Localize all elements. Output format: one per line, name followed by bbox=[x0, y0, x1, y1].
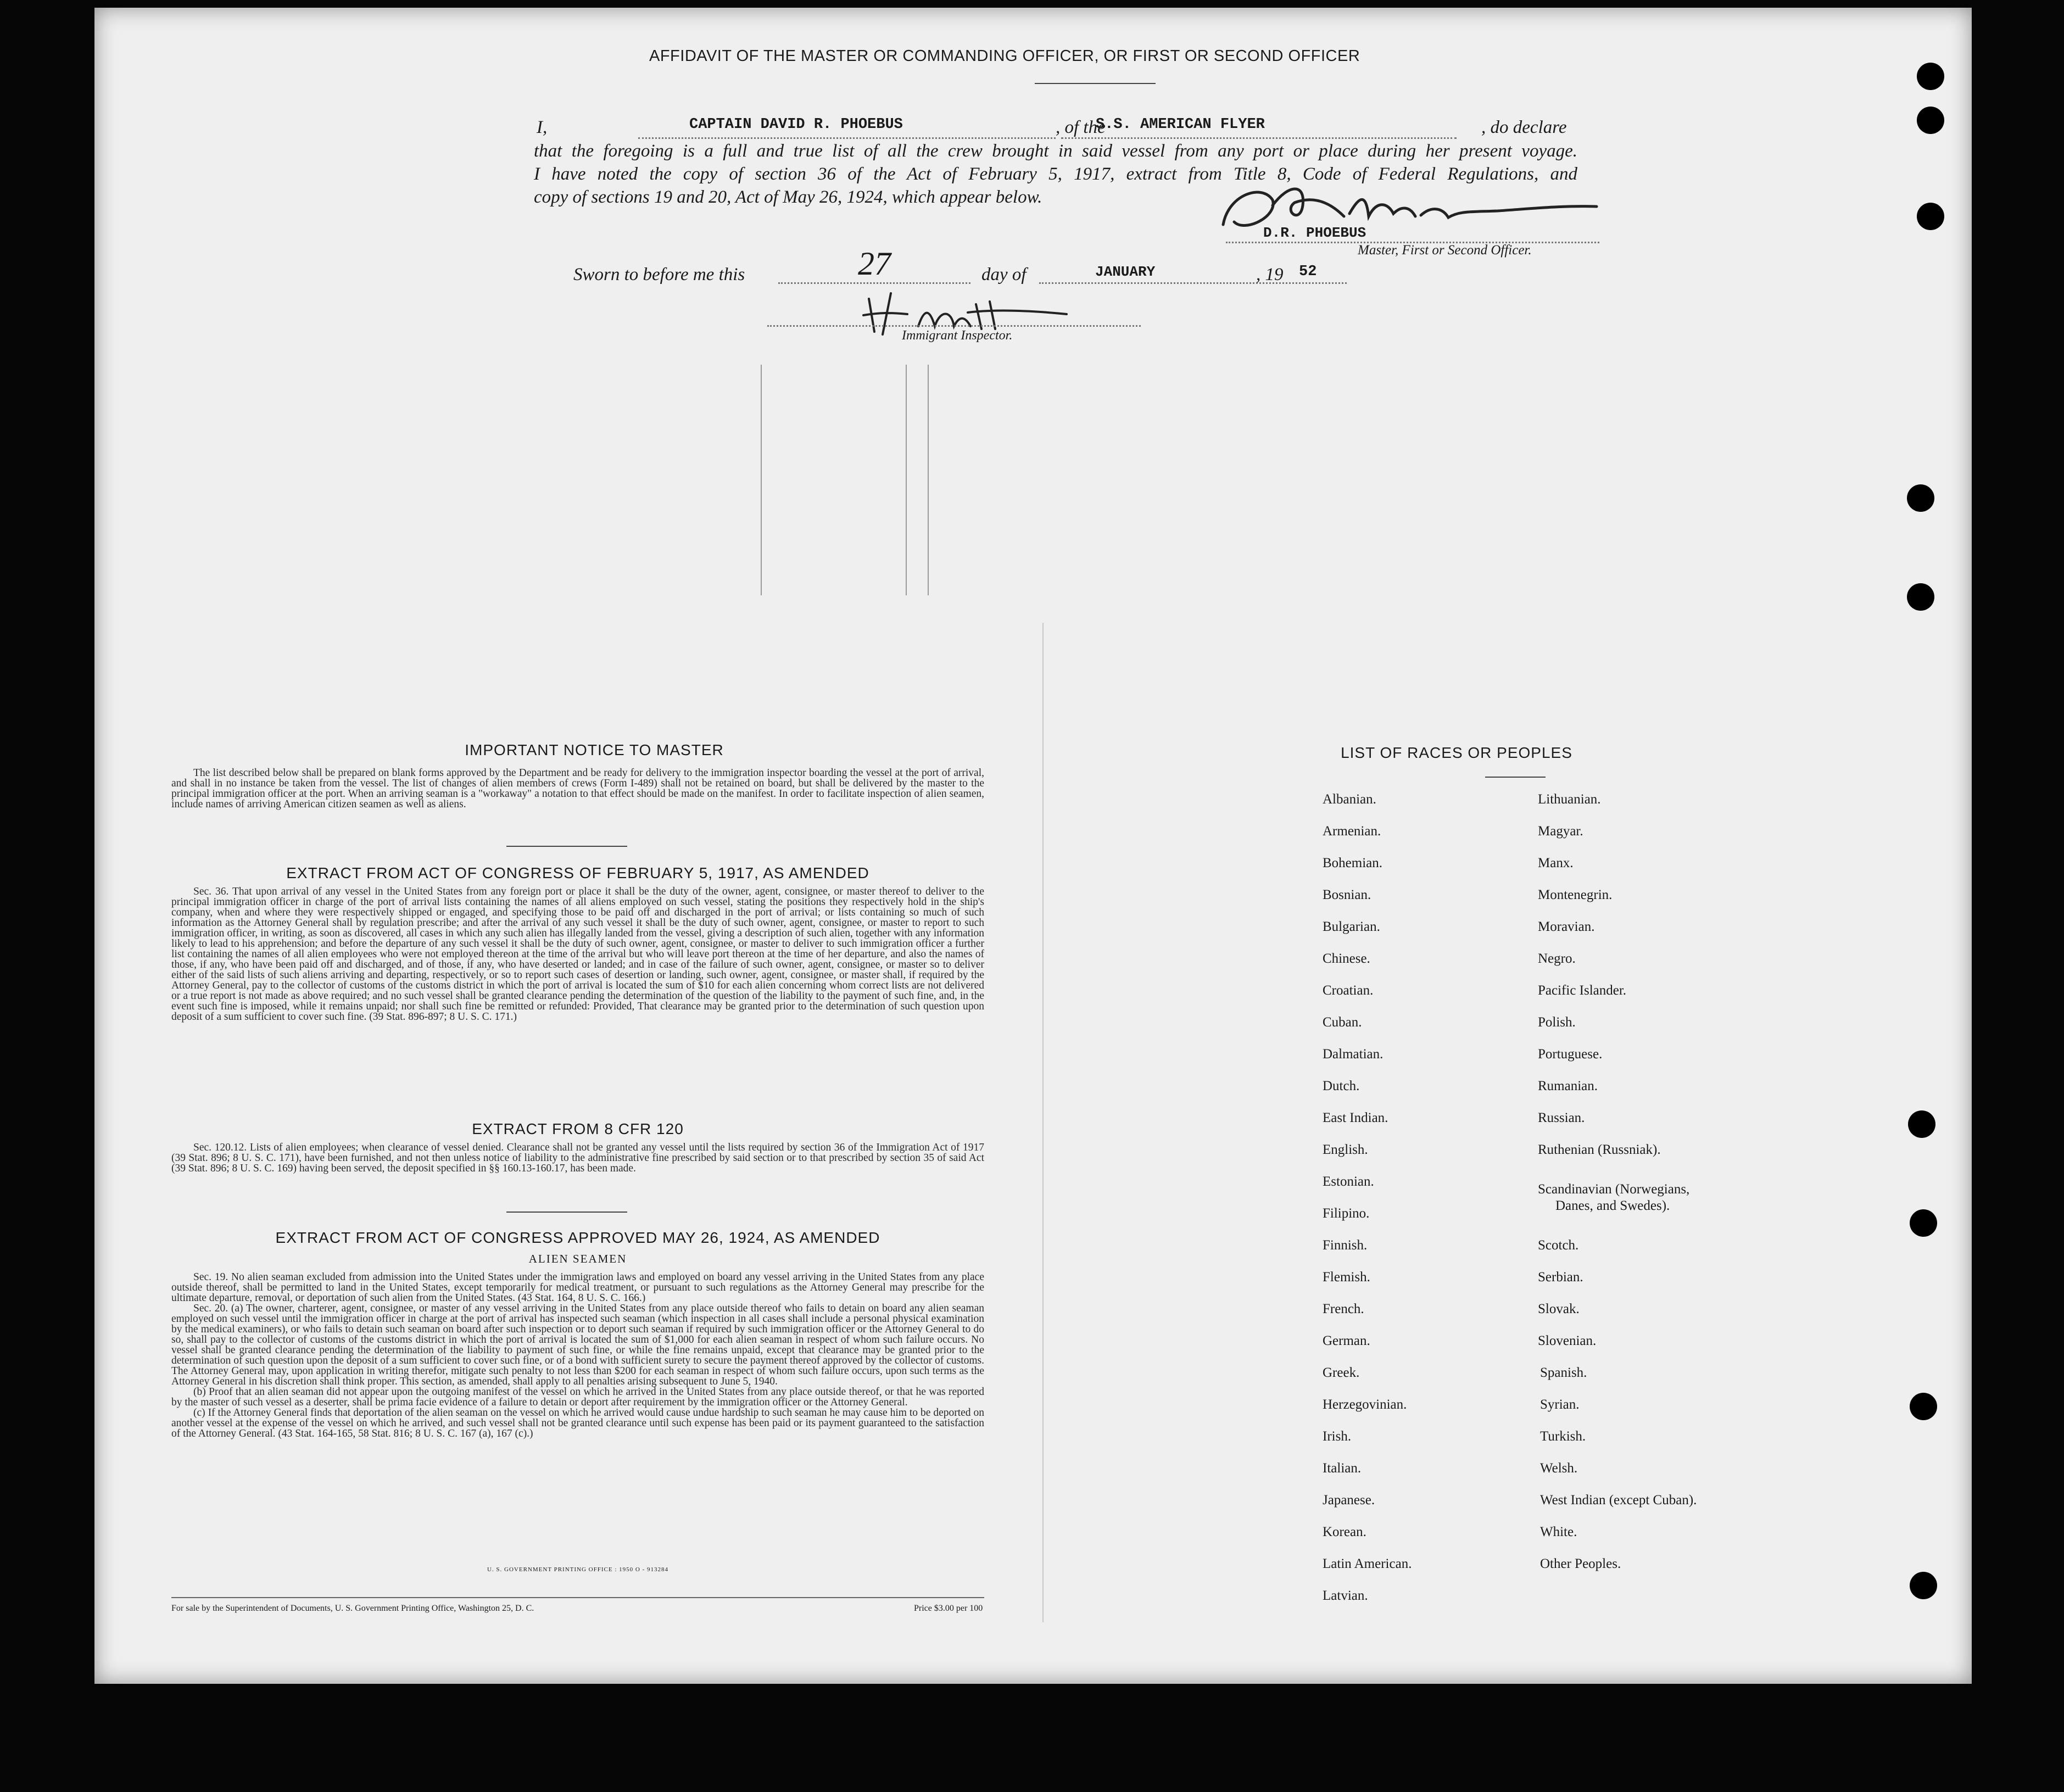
race-item: Italian. bbox=[1323, 1461, 1362, 1476]
of-the-text: , of the bbox=[1056, 118, 1106, 137]
race-item: Pacific Islander. bbox=[1538, 983, 1627, 998]
affidavit-title: AFFIDAVIT OF THE MASTER OR COMMANDING OFFICER, OR FIRST OR SECOND OFFICER bbox=[649, 47, 1360, 65]
sworn-month-line bbox=[1039, 282, 1347, 284]
sworn-day: 27 bbox=[858, 245, 891, 282]
races-title: LIST OF RACES OR PEOPLES bbox=[1341, 744, 1572, 761]
race-item: Bohemian. bbox=[1323, 856, 1383, 870]
race-item: Lithuanian. bbox=[1538, 792, 1601, 807]
race-item: Portuguese. bbox=[1538, 1047, 1603, 1062]
race-item: Irish. bbox=[1323, 1429, 1352, 1444]
binder-hole bbox=[1907, 484, 1934, 512]
race-item: Polish. bbox=[1538, 1015, 1576, 1030]
extract-1917-text bbox=[171, 886, 984, 1022]
race-item: Ruthenian (Russniak). bbox=[1538, 1142, 1661, 1157]
race-item: Welsh. bbox=[1540, 1461, 1578, 1476]
binder-hole bbox=[1908, 1110, 1935, 1138]
vessel-name: S.S. AMERICAN FLYER bbox=[1096, 116, 1265, 133]
section-120-paragraph: Sec. 120.12. Lists of alien employees; when clearance of vessel denied. Clearance shall not be granted any vessel until the lists required by section 36 of the Immigration Act of 1917 (39 Stat. 896; 8 U. S. C. 171), have been furnished, and not then unless notice of liability to the administrative fine prescribed by said section or to that prescribed by section 35 of said Act (39 Stat. 896; 8 U. S. C. 169) having been served, the deposit specified in §§ 160.13-160.17, has been made. bbox=[171, 1142, 984, 1174]
race-item: Moravian. bbox=[1538, 919, 1595, 934]
race-item: Scandinavian (Norwegians, bbox=[1538, 1182, 1690, 1197]
declaration-line-3: I have noted the copy of section 36 of the Act of February 5, 1917, extract from Title 8, Code of Federal Regulations, and bbox=[534, 164, 1577, 184]
title-divider bbox=[1035, 83, 1156, 84]
declaration-pronoun: I, bbox=[537, 118, 548, 137]
section-36-paragraph: Sec. 36. That upon arrival of any vessel in the United States from any foreign port or place it shall be the duty of the owner, agent, consignee, or master thereof to deliver to the principal immigration officer in charge of the port of arrival lists containing the names of all aliens employed on such vessel, stating the positions they respectively hold in the ship's company, when and where they were respectively shipped or engaged, and specifying those to be paid off and discharged in the port of arrival; or lists containing so much of such information as the Attorney General shall by regulation prescribe; and after the arrival of any such vessel it shall be the duty of such owner, agent, consignee, or master to report to such immigration officer, in writing, as soon as discovered, all cases in which any such alien has illegally landed from the vessel, giving a description of such alien, together with any information likely to lead to his apprehension; and before the departure of any such vessel it shall be the duty of such owner, agent, consignee, or master to deliver to such immigration officer a further list containing the names of all alien employees who were not employed thereon at the time of the arrival but who will leave port thereon at the time of her departure, and also the names of those, if any, who have been paid off and discharged, and of those, if any, who have deserted or landed; and in case of the failure of such owner, agent, consignee, or master so to deliver either of the said lists of such aliens arriving and departing, respectively, or so to report such cases of desertion or landing, such owner, agent, consignee, or master shall, if required by the Attorney General, pay to the collector of customs of the customs district in which the port of arrival is located the sum of $10 for each alien concerning whom correct lists are not delivered or a true report is not made as above required; and no such vessel shall be granted clearance pending the determination of the question of the liability to the payment of such fine, and, in the event such fine is imposed, while it remains unpaid; nor shall such fine be remitted or refunded: Provided, That clearance may be granted prior to the determination of such question upon deposit of a sum sufficient to cover such fine. (39 Stat. 896-897; 8 U. S. C. 171.) bbox=[171, 886, 984, 1023]
sworn-text: Sworn to before me this bbox=[573, 265, 745, 284]
day-of-text: day of bbox=[981, 265, 1027, 284]
section-19-paragraph: Sec. 19. No alien seaman excluded from admission into the United States under the immigration laws and employed on board any vessel arriving in the United States from any place outside thereof, shall be permitted to land in the United States, except temporarily for medical treatment, or pursuant to such regulations as the Attorney General may prescribe for the ultimate departure, removal, or deportation of such alien from the United States. (43 Stat. 164, 8 U. S. C. 166.) bbox=[171, 1271, 984, 1304]
race-item: Manx. bbox=[1538, 856, 1574, 870]
race-item: Serbian. bbox=[1538, 1270, 1583, 1285]
race-item: French. bbox=[1323, 1302, 1364, 1316]
race-item: Danes, and Swedes). bbox=[1555, 1198, 1670, 1213]
extract-cfr-title: EXTRACT FROM 8 CFR 120 bbox=[472, 1120, 684, 1137]
race-item: Scotch. bbox=[1538, 1238, 1579, 1253]
sworn-day-line bbox=[778, 282, 970, 284]
race-item: English. bbox=[1323, 1142, 1368, 1157]
race-item: Herzegovinian. bbox=[1323, 1397, 1407, 1412]
notice-paragraph: The list described below shall be prepared on blank forms approved by the Department and be ready for delivery to the immigration inspector boarding the vessel at the port of arrival, and shall in no instance be taken from the vessel. The list of changes of alien members of crews (Form I-489) shall not be retained on board, but shall be delivered by the master to the principal immigration officer at the port. When an arriving seaman is a "workaway" a notation to that effect should be made on the manifest. In order to facilitate inspection of alien seamen, include names of arriving American citizen seamen as well as aliens. bbox=[171, 767, 984, 810]
extract-1917-title: EXTRACT FROM ACT OF CONGRESS OF FEBRUARY 5, 1917, AS AMENDED bbox=[286, 864, 869, 881]
race-item: Slovenian. bbox=[1538, 1333, 1597, 1348]
race-item: West Indian (except Cuban). bbox=[1540, 1493, 1697, 1508]
race-item: Finnish. bbox=[1323, 1238, 1368, 1253]
inspector-line bbox=[767, 325, 1141, 327]
race-item: Rumanian. bbox=[1538, 1079, 1598, 1093]
binder-hole bbox=[1917, 203, 1944, 230]
race-item: White. bbox=[1540, 1525, 1577, 1539]
race-item: Estonian. bbox=[1323, 1174, 1374, 1189]
race-item: Greek. bbox=[1323, 1365, 1360, 1380]
race-item: Croatian. bbox=[1323, 983, 1374, 998]
race-item: Bulgarian. bbox=[1323, 919, 1380, 934]
race-item: Syrian. bbox=[1540, 1397, 1580, 1412]
master-name-line bbox=[638, 137, 1056, 139]
column-guide bbox=[761, 365, 762, 595]
notice-text bbox=[171, 768, 984, 810]
sworn-year: 52 bbox=[1299, 264, 1317, 280]
race-item: East Indian. bbox=[1323, 1110, 1388, 1125]
race-item: Latvian. bbox=[1323, 1588, 1368, 1603]
price-text: Price $3.00 per 100 bbox=[914, 1604, 983, 1613]
do-declare-text: , do declare bbox=[1481, 118, 1567, 137]
section-20c-paragraph: (c) If the Attorney General finds that deportation of the alien seaman on the vessel on which he arrived would cause undue hardship to such seaman he may cause him to be deported on another vessel at the expense of the vessel on which he arrived, and such vessel shall not be granted clearance until such expense has been paid or its payment guaranteed to the satisfaction of the Attorney General. (43 Stat. 164-165, 58 Stat. 816; 8 U. S. C. 167 (a), 167 (c).) bbox=[171, 1407, 984, 1439]
document-sheet bbox=[94, 8, 1972, 1684]
vessel-name-line bbox=[1061, 137, 1457, 139]
race-item: Latin American. bbox=[1323, 1556, 1412, 1571]
race-item: Korean. bbox=[1323, 1525, 1366, 1539]
inspector-caption: Immigrant Inspector. bbox=[902, 328, 1013, 343]
section-20b-paragraph: (b) Proof that an alien seaman did not appear upon the outgoing manifest of the vessel on which he arrived in the United States from any place outside thereof, or that he was reported by the master of such vessel as a deserter, shall be prima facie evidence of a failure to detain or deport after requirement by the immigration officer or the Attorney General. bbox=[171, 1386, 984, 1408]
race-item: Flemish. bbox=[1323, 1270, 1370, 1285]
extract-1924-text bbox=[171, 1272, 984, 1439]
race-item: Spanish. bbox=[1540, 1365, 1587, 1380]
race-item: Armenian. bbox=[1323, 824, 1381, 839]
declaration-line-4: copy of sections 19 and 20, Act of May 26, 1924, which appear below. bbox=[534, 187, 1042, 207]
gpo-imprint: U. S. GOVERNMENT PRINTING OFFICE : 1950 O - 913284 bbox=[487, 1566, 668, 1573]
sworn-month: JANUARY bbox=[1095, 264, 1156, 280]
column-guide bbox=[906, 365, 907, 595]
binder-hole bbox=[1917, 107, 1944, 134]
race-item: Filipino. bbox=[1323, 1206, 1370, 1221]
race-item: Turkish. bbox=[1540, 1429, 1586, 1444]
extract-1924-title: EXTRACT FROM ACT OF CONGRESS APPROVED MAY 26, 1924, AS AMENDED bbox=[275, 1229, 880, 1246]
binder-hole bbox=[1910, 1572, 1937, 1599]
race-item: German. bbox=[1323, 1333, 1370, 1348]
race-item: Dalmatian. bbox=[1323, 1047, 1384, 1062]
extract-cfr-text bbox=[171, 1142, 984, 1174]
race-item: Japanese. bbox=[1323, 1493, 1375, 1508]
binder-hole bbox=[1910, 1393, 1937, 1420]
signature-caption: Master, First or Second Officer. bbox=[1358, 243, 1532, 258]
sale-notice: For sale by the Superintendent of Documents, U. S. Government Printing Office, Washington 25, D. C. bbox=[171, 1604, 534, 1613]
race-item: Other Peoples. bbox=[1540, 1556, 1621, 1571]
notice-divider bbox=[506, 846, 627, 847]
section-20a-paragraph: Sec. 20. (a) The owner, charterer, agent, consignee, or master of any vessel arriving in the United States from any place outside thereof who fails to detain on board any alien seaman employed on such vessel until the immigration officer in charge at the port of arrival has inspected such seaman (which inspection in all cases shall include a personal physical examination by the medical examiners), or who fails to detain such seaman on board after such inspection or to deport such seaman if required by such immigration officer or the Attorney General to do so, shall pay to the collector of customs of the customs district in which the port of arrival is located the sum of $1,000 for each alien seaman in respect of whom such failure occurs. No vessel shall be granted clearance pending the determination of the liability to payment of such fine, or while the fine remains unpaid, except that clearance may be granted prior to the determination of such question upon the deposit of a sum sufficient to cover such fine, or of a bond with sufficient surety to secure the payment thereof approved by the collector of customs. The Attorney General may, upon application in writing therefor, mitigate such penalty to not less than $200 for each seaman in respect of whom such failure occurs, upon such terms as the Attorney General in his discretion shall think proper. This section, as amended, shall apply to all penalties arising subsequent to June 5, 1940. bbox=[171, 1303, 984, 1387]
binder-hole bbox=[1917, 63, 1944, 90]
race-item: Montenegrin. bbox=[1538, 887, 1613, 902]
master-name: CAPTAIN DAVID R. PHOEBUS bbox=[689, 116, 903, 133]
footer-rule bbox=[171, 1597, 984, 1598]
column-guide bbox=[928, 365, 929, 595]
page-center-fold bbox=[1042, 623, 1044, 1622]
race-item: Chinese. bbox=[1323, 951, 1370, 966]
notice-title: IMPORTANT NOTICE TO MASTER bbox=[465, 741, 724, 758]
race-item: Russian. bbox=[1538, 1110, 1585, 1125]
binder-hole bbox=[1907, 583, 1934, 611]
race-item: Albanian. bbox=[1323, 792, 1376, 807]
race-item: Cuban. bbox=[1323, 1015, 1362, 1030]
race-item: Dutch. bbox=[1323, 1079, 1360, 1093]
signature-name: D.R. PHOEBUS bbox=[1263, 225, 1366, 241]
cfr-divider bbox=[506, 1212, 627, 1213]
race-item: Bosnian. bbox=[1323, 887, 1371, 902]
race-item: Magyar. bbox=[1538, 824, 1583, 839]
race-item: Slovak. bbox=[1538, 1302, 1580, 1316]
year-prefix: , 19 bbox=[1256, 265, 1284, 284]
alien-seamen-subtitle: ALIEN SEAMEN bbox=[528, 1252, 627, 1265]
binder-hole bbox=[1910, 1209, 1937, 1237]
races-divider bbox=[1485, 777, 1546, 778]
race-item: Negro. bbox=[1538, 951, 1576, 966]
declaration-line-2: that the foregoing is a full and true list of all the crew brought in said vessel from any port or place during her present voyage. bbox=[534, 141, 1577, 161]
